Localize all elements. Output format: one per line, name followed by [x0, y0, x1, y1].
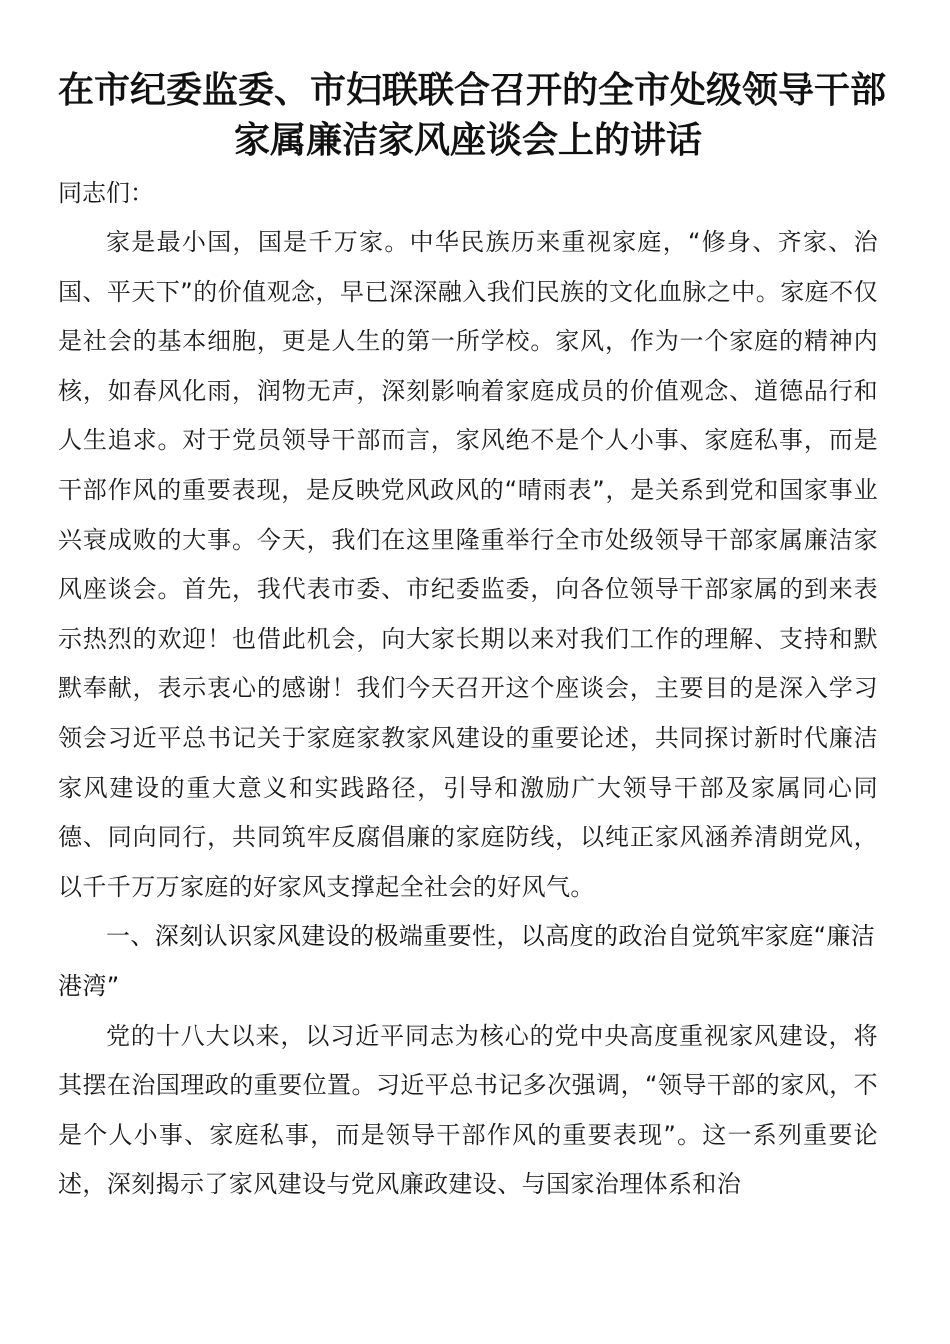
document-title: [58, 66, 887, 166]
section-heading-1: 一、深刻认识家风建设的极端重要性，以高度的政治自觉筑牢家庭“廉洁港湾”: [58, 922, 876, 1000]
section-1-paragraph: 党的十八大以来，以习近平同志为核心的党中央高度重视家风建设，将其摆在治国理政的重要位置。习近平总书记多次强调，“领导干部的家风，不是个人小事、家庭私事，而是领导干部作风的重要表现”。这一系列重要论述，深刻揭示了家风建设与党风廉政建设、与国家治理体系和治: [58, 1021, 878, 1199]
title-line-1: 在市纪委监委、市妇联联合召开的全市处级领导干部: [58, 70, 887, 111]
title-line-2: 家属廉洁家风座谈会上的讲话: [233, 120, 702, 161]
intro-paragraph: 家是最小国，国是千万家。中华民族历来重视家庭，“修身、齐家、治国、平天下”的价值观念，早已深深融入我们民族的文化血脉之中。家庭不仅是社会的基本细胞，更是人生的第一所学校。家风，作为一个家庭的精神内核，如春风化雨，润物无声，深刻影响着家庭成员的价值观念、道德品行和人生追求。对于党员领导干部而言，家风绝不是个人小事、家庭私事，而是干部作风的重要表现，是反映党风政风的“晴雨表”，是关系到党和国家事业兴衰成败的大事。今天，我们在这里隆重举行全市处级领导干部家属廉洁家风座谈会。首先，我代表市委、市纪委监委，向各位领导干部家属的到来表示热烈的欢迎！也借此机会，向大家长期以来对我们工作的理解、支持和默默奉献，表示衷心的感谢！我们今天召开这个座谈会，主要目的是深入学习领会习近平总书记关于家庭家教家风建设的重要论述，共同探讨新时代廉洁家风建设的重大意义和实践路径，引导和激励广大领导干部及家属同心同德、同向同行，共同筑牢反腐倡廉的家庭防线，以纯正家风涵养清朗党风，以千千万万家庭的好家风支撑起全社会的好风气。: [58, 228, 878, 901]
salutation: 同志们：: [58, 179, 154, 207]
